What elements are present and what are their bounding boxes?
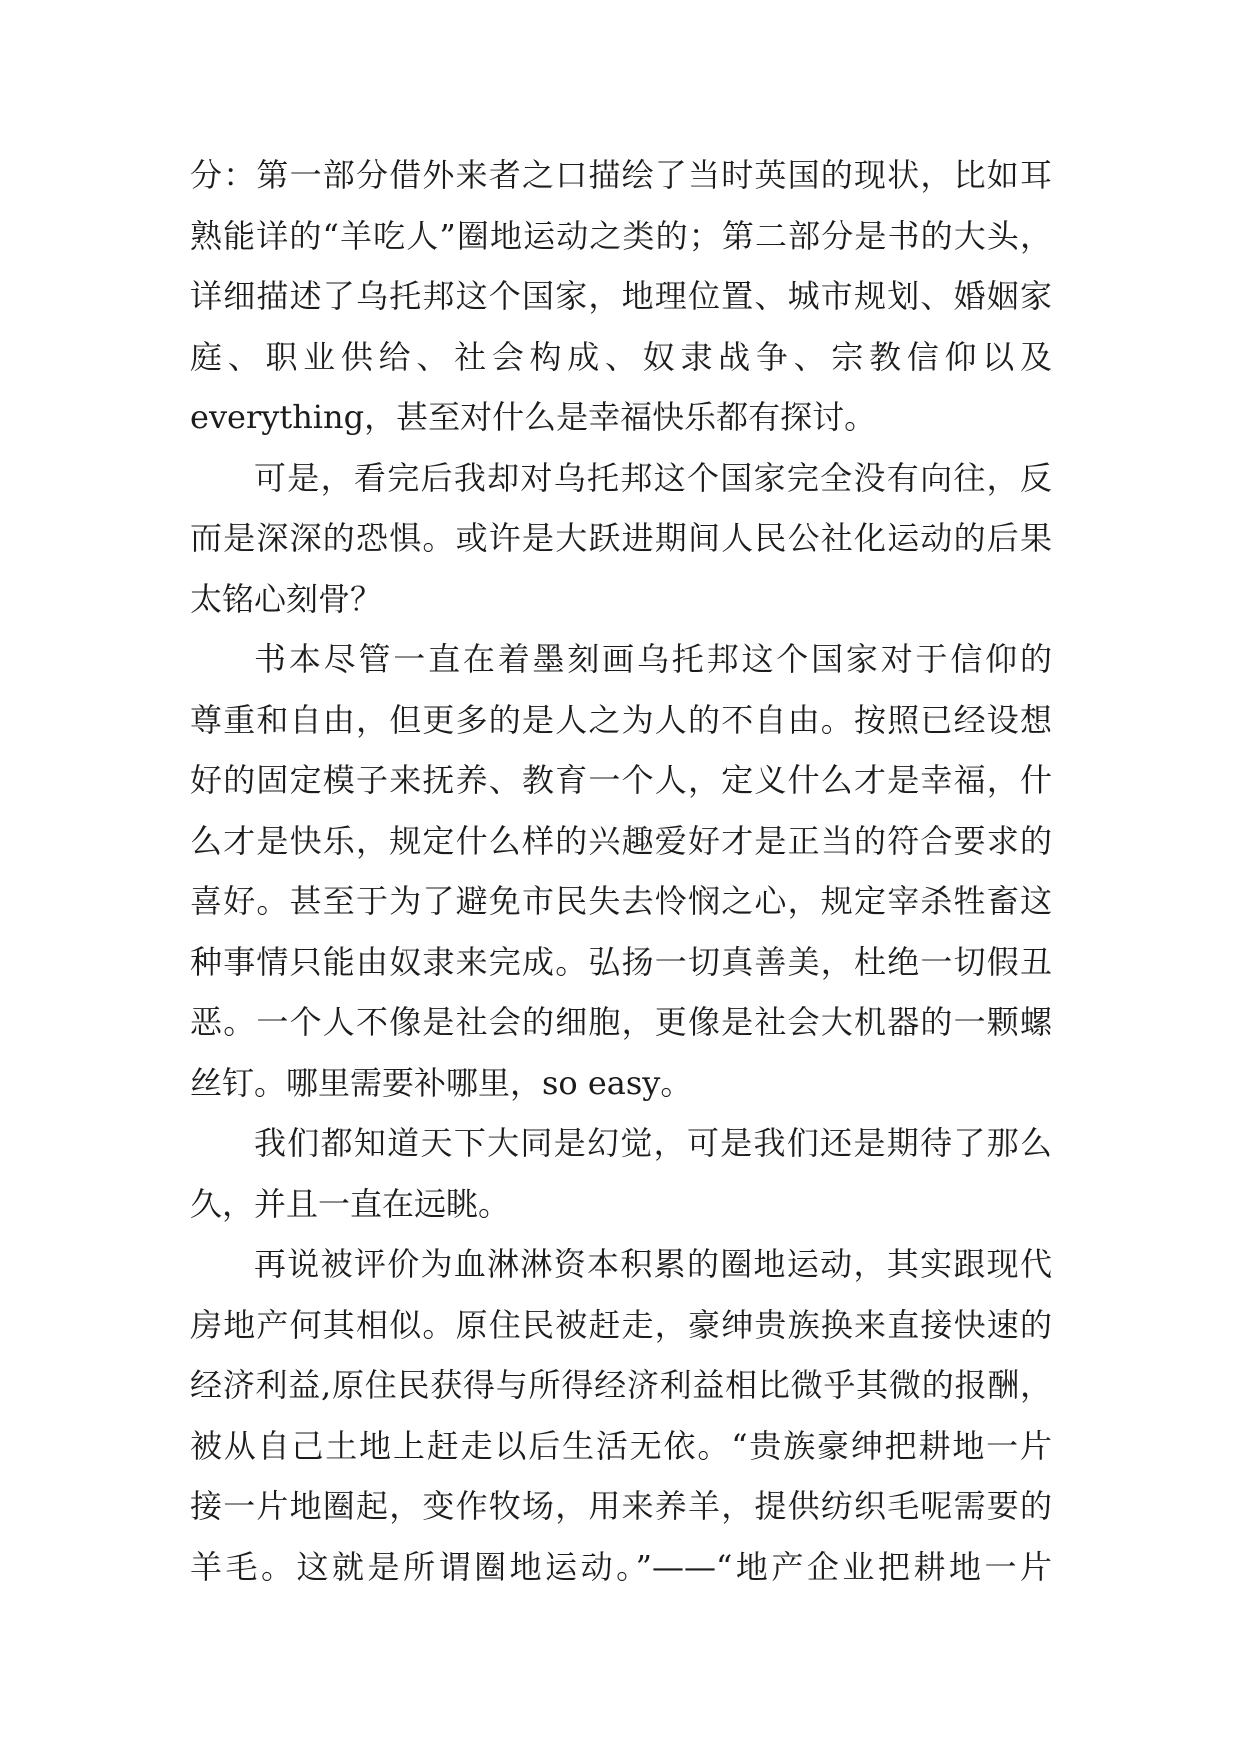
paragraph-2-line-3: 太铭心刻骨？ [190, 579, 383, 618]
paragraph-3-line-1: 书本尽管一直在着墨刻画乌托邦这个国家对于信仰的 [254, 640, 1052, 678]
paragraph-4-line-2: 久，并且一直在远眺。 [190, 1184, 511, 1223]
paragraph-1-line-2: 熟能详的“羊吃人”圈地运动之类的；第二部分是书的大头， [190, 216, 1052, 255]
paragraph-1-line-5: everything，甚至对什么是幸福快乐都有探讨。 [190, 398, 877, 436]
paragraph-3-line-3: 好的固定模子来抚养、教育一个人，定义什么才是幸福，什 [190, 761, 1052, 799]
paragraph-3-line-2: 尊重和自由，但更多的是人之为人的不自由。按照已经设想 [190, 700, 1052, 739]
paragraph-3-line-6: 种事情只能由奴隶来完成。弘扬一切真善美，杜绝一切假丑 [190, 942, 1052, 981]
paragraph-5-line-4: 被从自己土地上赶走以后生活无依。“贵族豪绅把耕地一片 [190, 1426, 1052, 1465]
paragraph-2-line-2: 而是深深的恐惧。或许是大跃进期间人民公社化运动的后果 [190, 519, 1052, 557]
paragraph-1-line-1: 分：第一部分借外来者之口描绘了当时英国的现状，比如耳 [190, 156, 1052, 194]
paragraph-1-line-3: 详细描述了乌托邦这个国家，地理位置、城市规划、婚姻家 [190, 277, 1052, 315]
paragraph-4-line-1: 我们都知道天下大同是幻觉，可是我们还是期待了那么 [254, 1124, 1052, 1162]
paragraph-1-line-4: 庭、职业供给、社会构成、奴隶战争、宗教信仰以及 [190, 337, 1052, 376]
paragraph-3-line-8: 丝钉。哪里需要补哪里，so easy。 [190, 1063, 693, 1102]
paragraph-5-line-6: 羊毛。这就是所谓圈地运动。”——“地产企业把耕地一片 [190, 1547, 1052, 1586]
paragraph-2-line-1: 可是，看完后我却对乌托邦这个国家完全没有向往，反 [254, 458, 1052, 497]
paragraph-3-line-7: 恶。一个人不像是社会的细胞，更像是社会大机器的一颗螺 [190, 1003, 1052, 1041]
paragraph-3-line-5: 喜好。甚至于为了避免市民失去怜悯之心，规定宰杀牲畜这 [190, 882, 1052, 920]
paragraph-3-line-4: 么才是快乐，规定什么样的兴趣爱好才是正当的符合要求的 [190, 821, 1052, 860]
document-body [190, 145, 1052, 1597]
paragraph-5-line-2: 房地产何其相似。原住民被赶走，豪绅贵族换来直接快速的 [190, 1305, 1052, 1344]
paragraph-5-line-5: 接一片地圈起，变作牧场，用来养羊，提供纺织毛呢需要的 [190, 1487, 1052, 1525]
paragraph-5-line-1: 再说被评价为血淋淋资本积累的圈地运动，其实跟现代 [254, 1245, 1052, 1283]
paragraph-5-line-3: 经济利益,原住民获得与所得经济利益相比微乎其微的报酬， [190, 1366, 1052, 1404]
